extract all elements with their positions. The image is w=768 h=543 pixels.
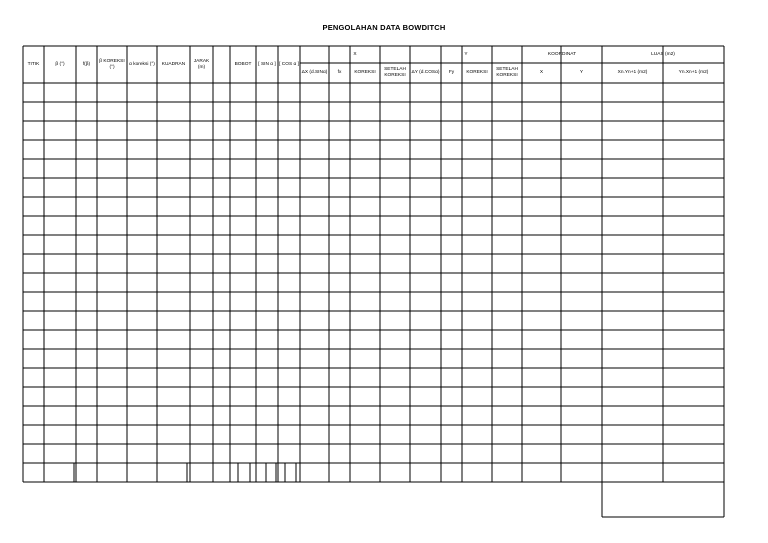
header-delta-x: ΔX (d.SINα) xyxy=(301,70,328,76)
header-x-group: X xyxy=(353,51,357,57)
header-delta-y: ΔY (d.COSα) xyxy=(411,70,440,76)
header-luas-group: LUAS (m2) xyxy=(651,51,675,57)
header-alpha-koreksi: α koreksi (°) xyxy=(129,61,155,67)
header-sin: [ SIN α ] xyxy=(258,61,276,67)
header-jarak: JARAK (m) xyxy=(193,58,210,70)
header-luas-yn-xn1: Yn.Xn+1 (m2) xyxy=(678,70,709,76)
header-beta: β (°) xyxy=(55,61,65,67)
header-fx: fx xyxy=(337,70,342,76)
header-beta-koreksi: β KOREKSI (°) xyxy=(99,58,125,70)
header-cos: [ COS α ] xyxy=(279,61,299,67)
header-bobot: BOBOT xyxy=(234,61,252,67)
header-setelah-koreksi-x: SETELAH KOREKSI xyxy=(384,67,406,78)
header-setelah-koreksi-y: SETELAH KOREKSI xyxy=(496,67,518,78)
header-fy: Fy xyxy=(448,70,455,76)
header-koreksi-x: KOREKSI xyxy=(354,70,376,76)
page-title: PENGOLAHAN DATA BOWDITCH xyxy=(322,23,446,32)
header-titik: TITIK xyxy=(27,61,40,67)
header-f-beta: f(β) xyxy=(82,61,91,67)
header-koordinat-x: X xyxy=(539,70,544,76)
header-koordinat-y: Y xyxy=(579,70,584,76)
header-koreksi-y: KOREKSI xyxy=(466,70,488,76)
header-luas-xn-yn1: Xn.Yn+1 (m2) xyxy=(617,70,648,76)
header-koordinat-group: KOORDINAT xyxy=(547,51,577,57)
header-y-group: Y xyxy=(464,51,468,57)
header-kuadran: KUADRAN xyxy=(161,61,186,67)
